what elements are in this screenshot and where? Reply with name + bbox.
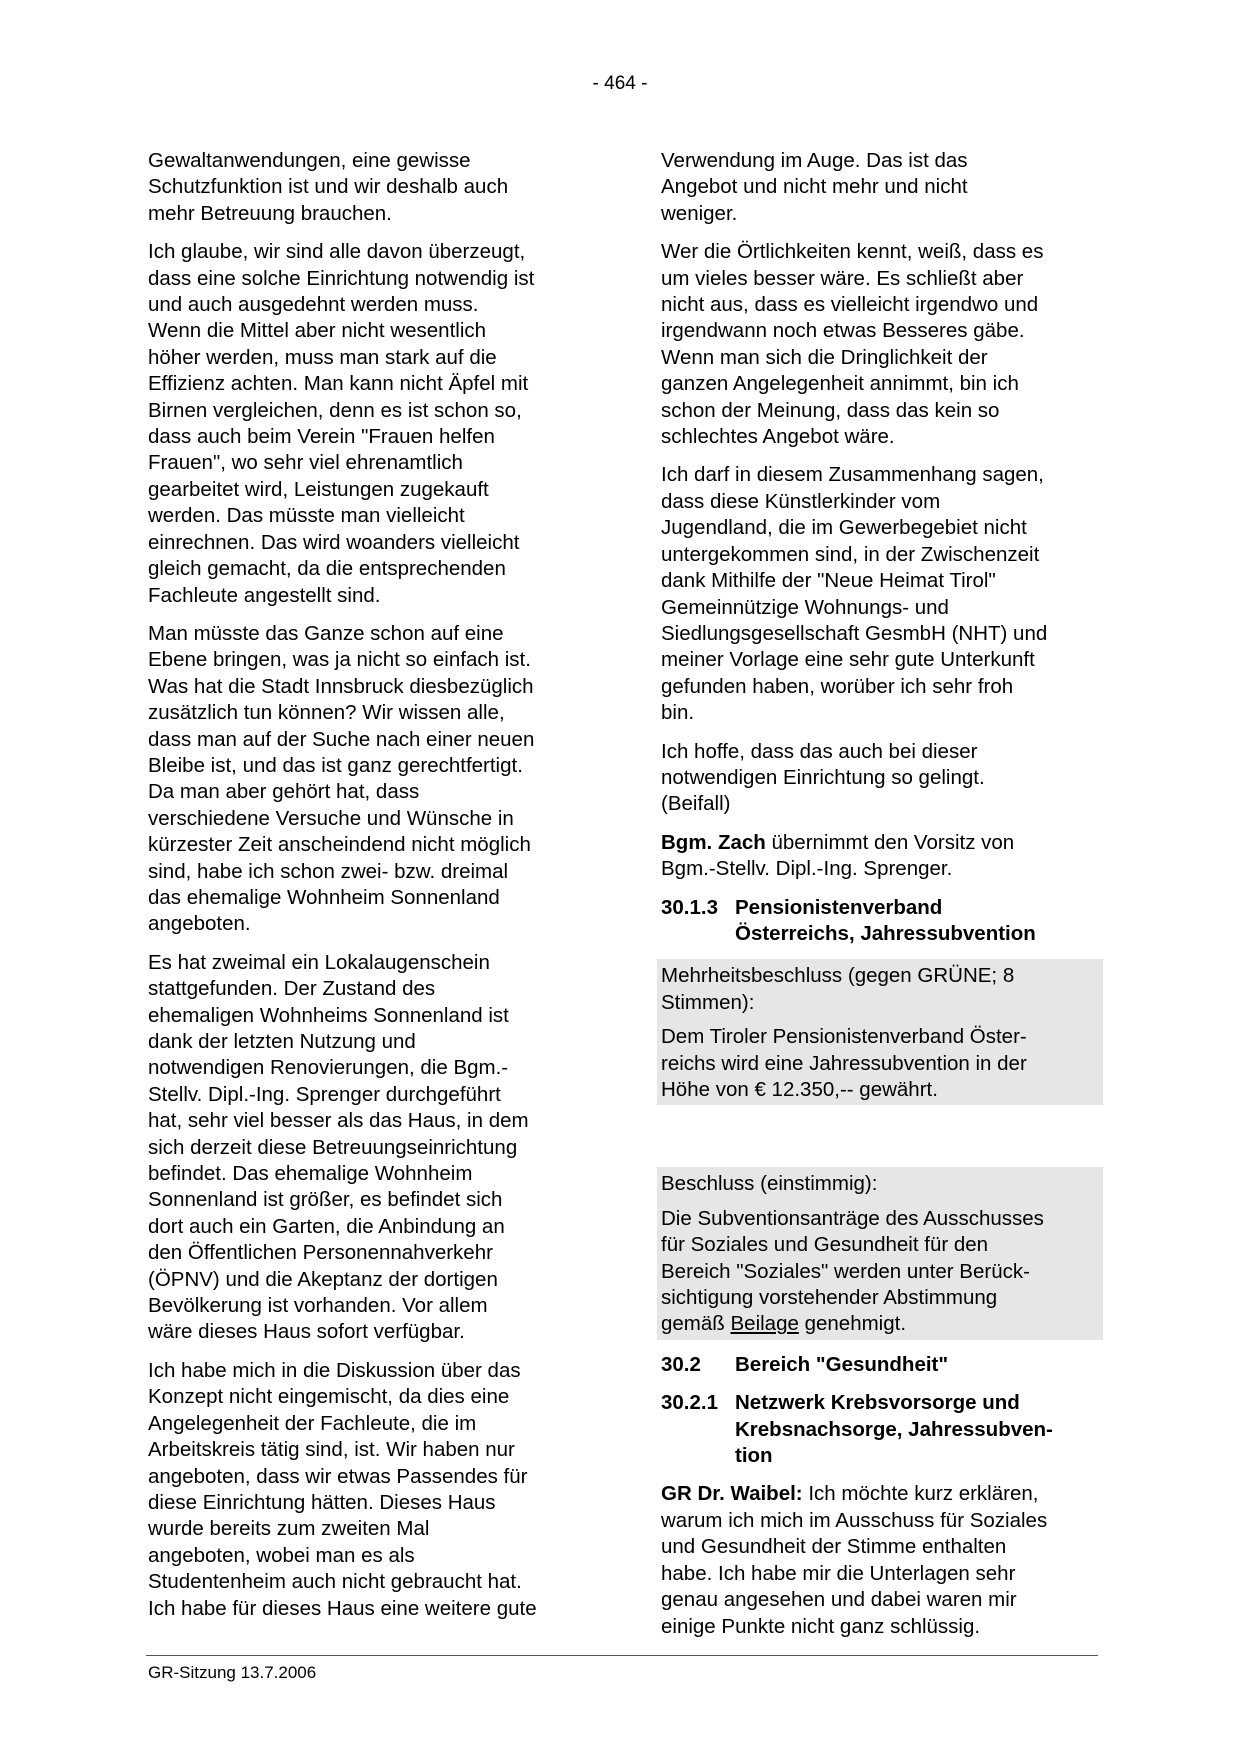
- text-line: warum ich mich im Ausschuss für Soziales: [661, 1508, 1048, 1532]
- text-line: werden. Das müsste man vielleicht: [148, 504, 465, 528]
- paragraph: [148, 950, 593, 1346]
- section-heading-30-1-3: 30.1.3 Pensionistenverband Österreichs, Jahressubvention: [661, 895, 1103, 948]
- text-line: Bevölkerung ist vorhanden. Vor allem: [148, 1294, 488, 1318]
- section-number: 30.1.3: [661, 895, 718, 919]
- text-line: mehr Betreuung brauchen.: [148, 201, 392, 225]
- text-line: Ich habe mich in die Diskussion über das: [148, 1358, 521, 1382]
- paragraph: [661, 739, 1103, 818]
- text-line: dank Mithilfe der "Neue Heimat Tirol": [661, 569, 996, 593]
- text-line: Frauen", wo sehr viel ehrenamtlich: [148, 451, 463, 475]
- text-line: und Gesundheit der Stimme enthalten: [661, 1535, 1007, 1559]
- text-line: Ich glaube, wir sind alle davon überzeugt,: [148, 240, 526, 264]
- text-line: sind, habe ich schon zwei- bzw. dreimal: [148, 859, 509, 883]
- paragraph: [148, 239, 593, 609]
- text-line: Man müsste das Ganze schon auf eine: [148, 621, 504, 645]
- text-line: Wenn die Mittel aber nicht wesentlich: [148, 319, 487, 343]
- text-line: Ich darf in diesem Zusammenhang sagen,: [661, 463, 1044, 487]
- text-line: gleich gemacht, da die entsprechenden: [148, 557, 506, 581]
- text-line: Angelegenheit der Fachleute, die im: [148, 1411, 477, 1435]
- text-line: (Beifall): [661, 792, 731, 816]
- text-line: reichs wird eine Jahressubvention in der: [661, 1051, 1027, 1075]
- text-line: untergekommen sind, in der Zwischenzeit: [661, 542, 1040, 566]
- text-line: Jugendland, die im Gewerbegebiet nicht: [661, 516, 1027, 540]
- text-line: und auch ausgedehnt werden muss.: [148, 293, 479, 317]
- beilage-link[interactable]: Beilage: [730, 1312, 799, 1336]
- text-line: angeboten.: [148, 912, 251, 936]
- text-line: schon der Meinung, dass das kein so: [661, 398, 1000, 422]
- text-line: Was hat die Stadt Innsbruck diesbezüglich: [148, 674, 534, 698]
- text-line: höher werden, muss man stark auf die: [148, 345, 497, 369]
- text-line: Siedlungsgesellschaft GesmbH (NHT) und: [661, 621, 1048, 645]
- chair-change-note: Bgm. Zach übernimmt den Vorsitz von Bgm.-Stellv. Dipl.-Ing. Sprenger.: [661, 830, 1015, 881]
- text-line: Da man aber gehört hat, dass: [148, 780, 420, 804]
- text-line: Stimmen):: [661, 990, 755, 1014]
- text-line: notwendigen Renovierungen, die Bgm.-: [148, 1056, 509, 1080]
- text-line: diese Einrichtung hätten. Dieses Haus: [148, 1490, 496, 1514]
- text-line: Wenn man sich die Dringlichkeit der: [661, 345, 988, 369]
- paragraph: [148, 148, 593, 227]
- text-line: Studentenheim auch nicht gebraucht hat.: [148, 1570, 522, 1594]
- text-line: habe. Ich habe mir die Unterlagen sehr: [661, 1561, 1016, 1585]
- text-line: ganzen Angelegenheit annimmt, bin ich: [661, 372, 1019, 396]
- text-line: Höhe von € 12.350,-- gewährt.: [661, 1078, 938, 1101]
- resolution-text: [661, 1024, 1099, 1103]
- resolution-box: [657, 959, 1103, 1105]
- resolution-label: [661, 963, 1099, 1016]
- text-line: Angebot und nicht mehr und nicht: [661, 175, 968, 199]
- text-line: Effizienz achten. Man kann nicht Äpfel mit: [148, 372, 529, 396]
- text-line: dass auch beim Verein "Frauen helfen: [148, 425, 495, 449]
- text-line: Verwendung im Auge. Das ist das: [661, 149, 968, 172]
- text-line: Dem Tiroler Pensionistenverband Öster-: [661, 1025, 1027, 1049]
- speech-waibel: GR Dr. Waibel: Ich möchte kurz erklären, warum ich mich im Ausschuss für Soziales und Gesundheit der Stimme enthalten habe. Ich habe mir die Unterlagen sehr genau angesehen und dabei waren mir einige Punkte nicht ganz schlüssig.: [661, 1481, 1103, 1639]
- footer-divider: [146, 1655, 1098, 1656]
- text-line: Ich habe für dieses Haus eine weitere gute: [148, 1596, 537, 1620]
- text-line: für Soziales und Gesundheit für den: [661, 1233, 989, 1257]
- speaker-name: GR Dr. Waibel:: [661, 1482, 803, 1506]
- text-line: Wer die Örtlichkeiten kennt, weiß, dass es: [661, 240, 1044, 264]
- text-line: angeboten, dass wir etwas Passendes für: [148, 1464, 528, 1488]
- text-line: wurde bereits zum zweiten Mal: [148, 1517, 430, 1541]
- text-line: Schutzfunktion ist und wir deshalb auch: [148, 175, 509, 199]
- paragraph: [661, 239, 1103, 450]
- footer-session-label: GR-Sitzung 13.7.2006: [148, 1663, 317, 1682]
- paragraph: [148, 621, 593, 938]
- text-line: befindet. Das ehemalige Wohnheim: [148, 1162, 473, 1186]
- text-line: irgendwann noch etwas Besseres gäbe.: [661, 319, 1025, 343]
- text-line: verschiedene Versuche und Wünsche in: [148, 806, 514, 830]
- text-line: dort auch ein Garten, die Anbindung an: [148, 1214, 505, 1238]
- text-line: sichtigung vorstehender Abstimmung: [661, 1286, 998, 1310]
- right-column: [661, 148, 1103, 1652]
- text-line: wäre dieses Haus sofort verfügbar.: [148, 1320, 465, 1344]
- text-line: kürzester Zeit anscheindend nicht möglich: [148, 833, 531, 857]
- text-line: schlechtes Angebot wäre.: [661, 425, 895, 449]
- section-heading-30-2: 30.2 Bereich "Gesundheit": [661, 1352, 1103, 1378]
- left-column: [148, 148, 593, 1634]
- text-line: einrechnen. Das wird woanders vielleicht: [148, 530, 520, 554]
- section-number: 30.2.1: [661, 1391, 718, 1415]
- section-number: 30.2: [661, 1352, 701, 1376]
- section-heading-30-2-1: 30.2.1 Netzwerk Krebsvorsorge und Krebsnachsorge, Jahressubven- tion: [661, 1390, 1103, 1469]
- text-line: Stellv. Dipl.-Ing. Sprenger durchgeführt: [148, 1082, 501, 1106]
- paragraph: [148, 1358, 593, 1622]
- text-line: weniger.: [661, 201, 738, 225]
- text-line: den Öffentlichen Personennahverkehr: [148, 1241, 493, 1265]
- text-line: Die Subventionsanträge des Ausschusses: [661, 1206, 1044, 1230]
- text-line: Es hat zweimal ein Lokalaugenschein: [148, 950, 490, 974]
- text-line: bin.: [661, 701, 695, 725]
- text-line: um vieles besser wäre. Es schließt aber: [661, 266, 1024, 290]
- text-line: ehemaligen Wohnheims Sonnenland ist: [148, 1003, 509, 1027]
- text-line: dass diese Künstlerkinder vom: [661, 489, 941, 513]
- text-line: Sonnenland ist größer, es befindet sich: [148, 1188, 503, 1212]
- text-line: Bleibe ist, und das ist ganz gerechtfertigt.: [148, 753, 523, 777]
- text-line: dass eine solche Einrichtung notwendig ist: [148, 266, 535, 290]
- text-line: genau angesehen und dabei waren mir: [661, 1588, 1017, 1612]
- text-line: Ich hoffe, dass das auch bei dieser: [661, 739, 978, 763]
- text-line: hat, sehr viel besser als das Haus, in dem: [148, 1109, 529, 1133]
- speaker-name: Bgm. Zach: [661, 830, 766, 854]
- text-line: das ehemalige Wohnheim Sonnenland: [148, 885, 500, 909]
- text-line: nicht aus, dass es vielleicht irgendwo und: [661, 293, 1039, 317]
- text-line: Konzept nicht eingemischt, da dies eine: [148, 1385, 510, 1409]
- paragraph: [661, 462, 1103, 726]
- text-line: stattgefunden. Der Zustand des: [148, 977, 436, 1001]
- text-line: notwendigen Einrichtung so gelingt.: [661, 765, 985, 789]
- resolution-label: Beschluss (einstimmig):: [661, 1172, 878, 1196]
- text-line: Birnen vergleichen, denn es ist schon so,: [148, 398, 522, 422]
- text-line: Ebene bringen, was ja nicht so einfach ist.: [148, 648, 531, 672]
- page-number: - 464 -: [592, 73, 648, 94]
- text-line: Bereich "Soziales" werden unter Berück-: [661, 1259, 1030, 1283]
- text-line: dass man auf der Suche nach einer neuen: [148, 727, 535, 751]
- text-line: Gemeinnützige Wohnungs- und: [661, 595, 949, 619]
- resolution-box: [657, 1167, 1103, 1339]
- resolution-text: Die Subventionsanträge des Ausschusses für Soziales und Gesundheit für den Bereich "Soziales" werden unter Berück- sichtigung vorstehender Abstimmung gemäß Beilage genehmigt.: [661, 1206, 1099, 1338]
- text-line: Arbeitskreis tätig sind, ist. Wir haben nur: [148, 1438, 515, 1462]
- text-line: angeboten, wobei man es als: [148, 1543, 415, 1567]
- text-line: Mehrheitsbeschluss (gegen GRÜNE; 8: [661, 964, 1015, 988]
- text-line: gearbeitet wird, Leistungen zugekauft: [148, 477, 489, 501]
- text-line: einige Punkte nicht ganz schlüssig.: [661, 1614, 981, 1638]
- text-line: gefunden haben, worüber ich sehr froh: [661, 674, 1014, 698]
- text-line: sich derzeit diese Betreuungseinrichtung: [148, 1135, 518, 1159]
- text-line: dank der letzten Nutzung und: [148, 1030, 416, 1053]
- text-line: Gewaltanwendungen, eine gewisse: [148, 149, 471, 172]
- text-line: zusätzlich tun können? Wir wissen alle,: [148, 701, 505, 725]
- text-line: meiner Vorlage eine sehr gute Unterkunft: [661, 648, 1035, 672]
- text-line: Fachleute angestellt sind.: [148, 583, 381, 607]
- paragraph: [661, 148, 1103, 227]
- text-line: (ÖPNV) und die Akeptanz der dortigen: [148, 1267, 498, 1291]
